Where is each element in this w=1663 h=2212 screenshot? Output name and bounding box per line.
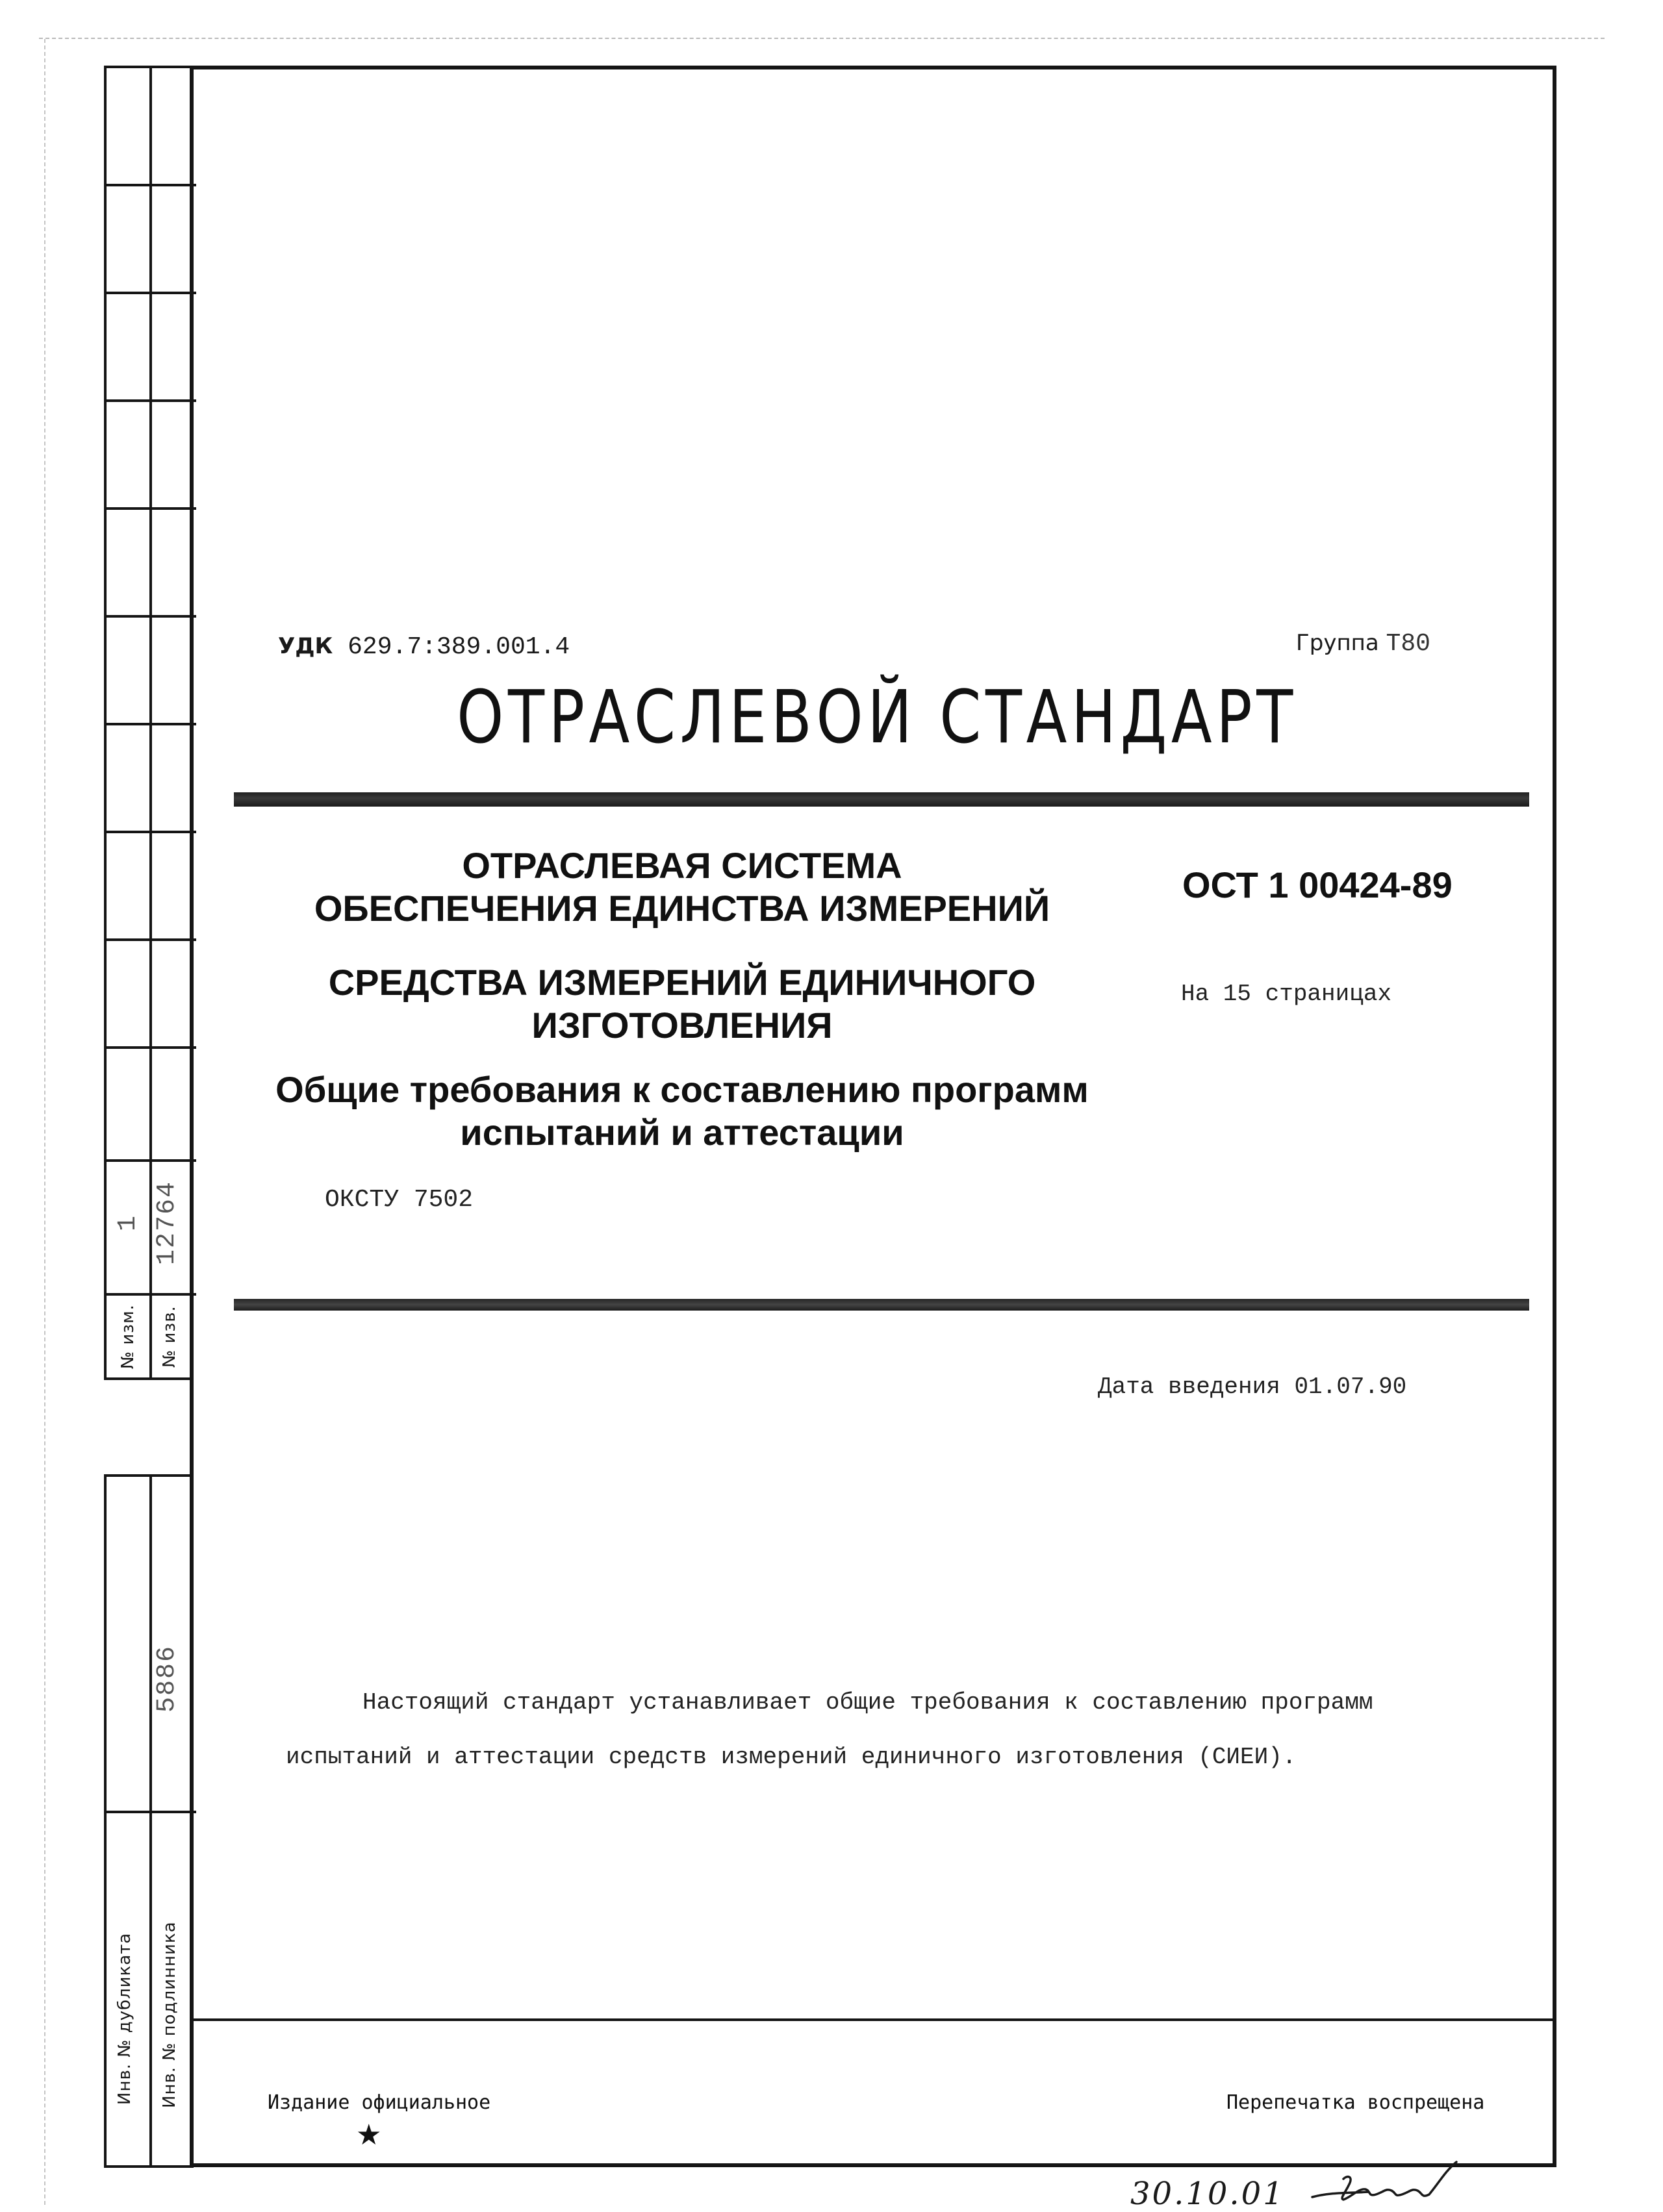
title-system <box>247 844 1117 930</box>
title-line-4: ИЗГОТОВЛЕНИЯ <box>531 1005 833 1046</box>
notice-number-value: 12764 <box>153 1180 182 1266</box>
scan-edge-left <box>44 39 45 2205</box>
title-line-6: испытаний и аттестации <box>460 1112 904 1153</box>
side-table-row-line <box>107 615 196 618</box>
change-number-value: 1 <box>114 1214 143 1232</box>
scope-line-1 <box>286 1676 1455 1730</box>
title-rule <box>234 1299 1529 1311</box>
scope-line-1-text: Настоящий стандарт устанавливает общие требования к составлению программ <box>362 1689 1373 1716</box>
group-value: Т80 <box>1386 630 1430 658</box>
notice-number-label: № изв. <box>160 1305 179 1368</box>
title-line-1: ОТРАСЛЕВАЯ СИСТЕМА <box>462 845 902 886</box>
header-rule <box>234 792 1529 807</box>
official-edition-note: Издание официальное <box>268 2091 491 2114</box>
standard-designation: ОСТ 1 00424-89 <box>1182 864 1453 905</box>
side-table-row-line <box>107 1293 196 1296</box>
side-table-row-line <box>107 507 196 510</box>
group-code <box>1296 630 1430 658</box>
side-table-row-line <box>107 1811 196 1813</box>
udk-label: УДК <box>278 633 333 659</box>
side-table-divider <box>149 1477 152 2165</box>
scope-line-2: испытаний и аттестации средств измерений единичного изготовления (СИЕИ). <box>286 1744 1297 1770</box>
title-scope <box>227 1068 1137 1154</box>
duplicate-inventory-label: Инв. № дубликата <box>115 1932 134 2105</box>
star-icon: ★ <box>356 2118 382 2152</box>
group-label: Группа <box>1296 630 1379 656</box>
side-table-row-line <box>107 1046 196 1049</box>
side-table-row-line <box>107 938 196 941</box>
side-table-row-line <box>107 184 196 186</box>
side-table-row-line <box>107 1159 196 1162</box>
scope-paragraph <box>286 1676 1455 1785</box>
page-count: На 15 страницах <box>1181 981 1392 1007</box>
title-line-2: ОБЕСПЕЧЕНИЯ ЕДИНСТВА ИЗМЕРЕНИЙ <box>314 888 1050 929</box>
change-number-label: № изм. <box>118 1304 138 1369</box>
title-subject <box>247 961 1117 1047</box>
document-type-title: ОТРАСЛЕВОЙ СТАНДАРТ <box>457 675 1297 760</box>
udk-value: 629.7:389.001.4 <box>348 633 570 661</box>
reprint-prohibited-note: Перепечатка воспрещена <box>1226 2091 1485 2114</box>
signature-mark <box>1306 2159 1468 2209</box>
side-table-row-line <box>107 723 196 725</box>
handwritten-date: 30.10.01 <box>1130 2176 1285 2212</box>
side-table-row-line <box>107 831 196 833</box>
title-line-3: СРЕДСТВА ИЗМЕРЕНИЙ ЕДИНИЧНОГО <box>328 962 1036 1003</box>
okstu-code: ОКСТУ 7502 <box>325 1186 474 1214</box>
udk-code <box>278 633 570 661</box>
scan-edge-top <box>39 38 1605 39</box>
side-table-row-line <box>107 399 196 402</box>
side-table-row-line <box>107 292 196 294</box>
footer-divider <box>190 2018 1556 2021</box>
title-line-5: Общие требования к составлению программ <box>275 1069 1089 1110</box>
original-inventory-label: Инв. № подлинника <box>160 1921 179 2108</box>
introduction-date: Дата введения 01.07.90 <box>1098 1374 1407 1400</box>
original-inventory-value: 5886 <box>153 1645 182 1713</box>
